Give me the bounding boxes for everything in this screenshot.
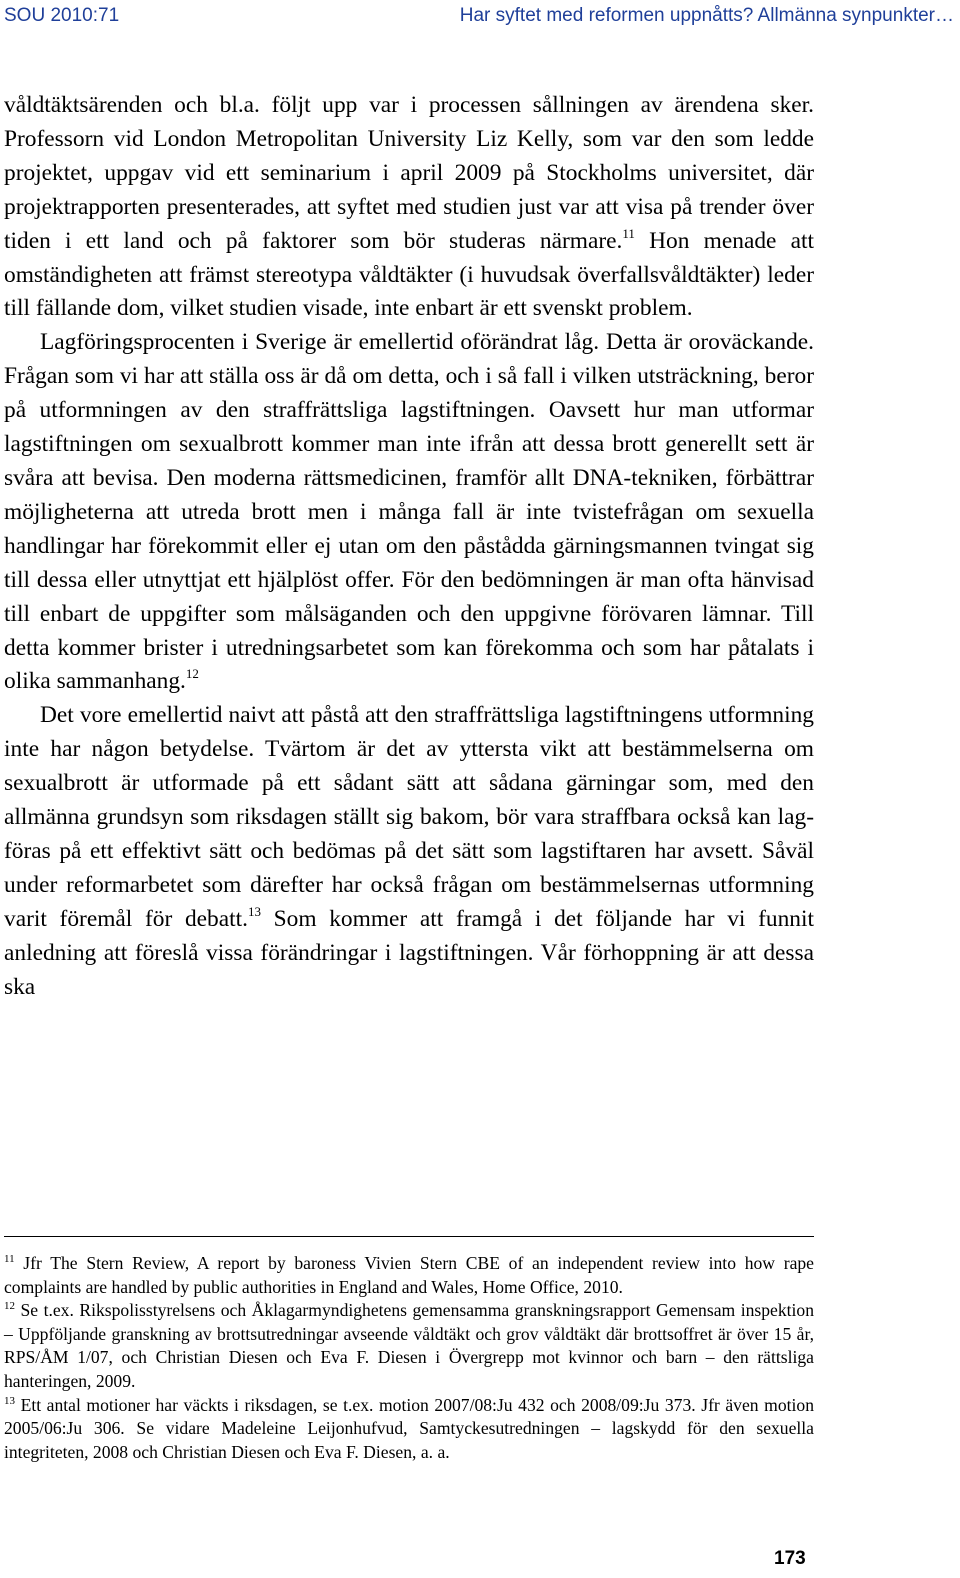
- footnote-text: Se t.ex. Rikspolisstyrelsens och Åklagarmyndighetens gemensamma granskningsrapport Gemensam inspektion – Uppföljande granskning av brottsutredningar avseende våldtäkt och grov våldtäkt där brottsoffret är över 15 år, RPS/ÅM 1/07, och Christian Diesen och Eva F. Diesen i Övergrepp mot kvinnor och barn – den rättsliga hanteringen, 2009.: [4, 1300, 814, 1391]
- footnote-number: 13: [4, 1394, 15, 1407]
- footnote: [4, 1299, 814, 1393]
- page-number: 173: [774, 1548, 806, 1569]
- paragraph-text: Lagföringsprocenten i Sverige är emellertid oförändrat låg. Detta är oroväckande. Frågan som vi har att ställa oss är då om detta, och i så fall i vilken utsträckning, beror på utformningen av den straffrättsliga lagstiftningen. Oavsett hur man utformar lagstiftningen om sexualbrott kommer man inte ifrån att dessa brott generellt sett är svåra att bevisa. Den moderna rättsmedicinen, framför allt DNA-tekniken, förbättrar möjligheterna att utreda brott men i många fall är inte tvistefrågan om sexuella handlingar har förekommit eller ej utan om den påstådda gärningsmannen tvingat sig till dessa eller utnyttjat ett hjälplöst offer. För den bedömningen är man ofta hänvisad till enbart de uppgifter som målsäganden och den uppgivne förövaren lämnar. Till detta kommer brister i utredningsarbetet som kan förekomma och som har påtalats i olika sammanhang.: [4, 329, 814, 695]
- footnote-reference[interactable]: 12: [185, 666, 199, 682]
- footnote-number: 11: [4, 1253, 15, 1265]
- footnote: [4, 1394, 814, 1465]
- footnotes: [4, 1252, 814, 1464]
- footnote-reference[interactable]: 13: [247, 903, 261, 919]
- body-paragraph: [4, 699, 814, 1004]
- paragraph-text: Som kommer att framgå i det följande har vi funnit anledning att föreslå vissa förändringar i lagstiftningen. Vår förhoppning är att dessa ska: [4, 905, 814, 1000]
- paragraph-text: Det vore emellertid naivt att påstå att den straffrättsliga lagstiftningens utformning inte har någon betydelse. Tvärtom är det av yttersta vikt att bestämmelserna om sexualbrott är utformade på ett sådant sätt att sådana gärningar som, med den allmänna grundsyn som riksdagen ställt sig bakom, bör vara straffbara också kan lagföras på ett effektivt sätt och bedömas på det sätt som lagstiftaren har avsett. Såväl under reformarbetet som därefter har också frågan om bestämmelsernas utformning varit föremål för debatt.: [4, 702, 814, 932]
- running-header-left: SOU 2010:71: [4, 5, 120, 26]
- footnote-text: Jfr The Stern Review, A report by baroness Vivien Stern CBE of an independent review into how rape complaints are handled by public authorities in England and Wales, Home Office, 2010.: [4, 1253, 814, 1297]
- footnote-number: 12: [4, 1300, 15, 1313]
- paragraph-text: våldtäktsärenden och bl.a. följt upp var i processen sållningen av ärendena sker. Professorn vid London Metropolitan University Liz Kelly, som var den som ledde projektet, uppgav vid ett seminarium i april 2009 på Stockholms universitet, där projektrapporten presenterades, att syftet med studien just var att visa på trender över tiden i ett land och på faktorer som bör studeras närmare.: [4, 92, 814, 254]
- running-header-right: Har syftet med reformen uppnåtts? Allmänna synpunkter…: [459, 5, 954, 26]
- body-text: [4, 89, 814, 1004]
- paragraph-text: Hon menade att omständigheten att främst stereotypa våldtäkter (i huvudsak överfallsvåldtäkter) leder till fällande dom, vilket studien visade, inte enbart är ett svenskt problem.: [4, 227, 815, 322]
- footnote-divider: [4, 1236, 814, 1237]
- footnote: [4, 1252, 814, 1299]
- footnote-text: Ett antal motioner har väckts i riksdagen, se t.ex. motion 2007/08:Ju 432 och 2008/09:Ju 373. Jfr även motion 2005/06:Ju 306. Se vidare Madeleine Leijonhufvud, Samtyckesutredningen – lagskydd för den sexuella integriteten, 2008 och Christian Diesen och Eva F. Diesen, a. a.: [4, 1394, 814, 1462]
- body-paragraph: [4, 89, 814, 326]
- body-paragraph: [4, 326, 814, 699]
- footnote-reference[interactable]: 11: [622, 225, 635, 241]
